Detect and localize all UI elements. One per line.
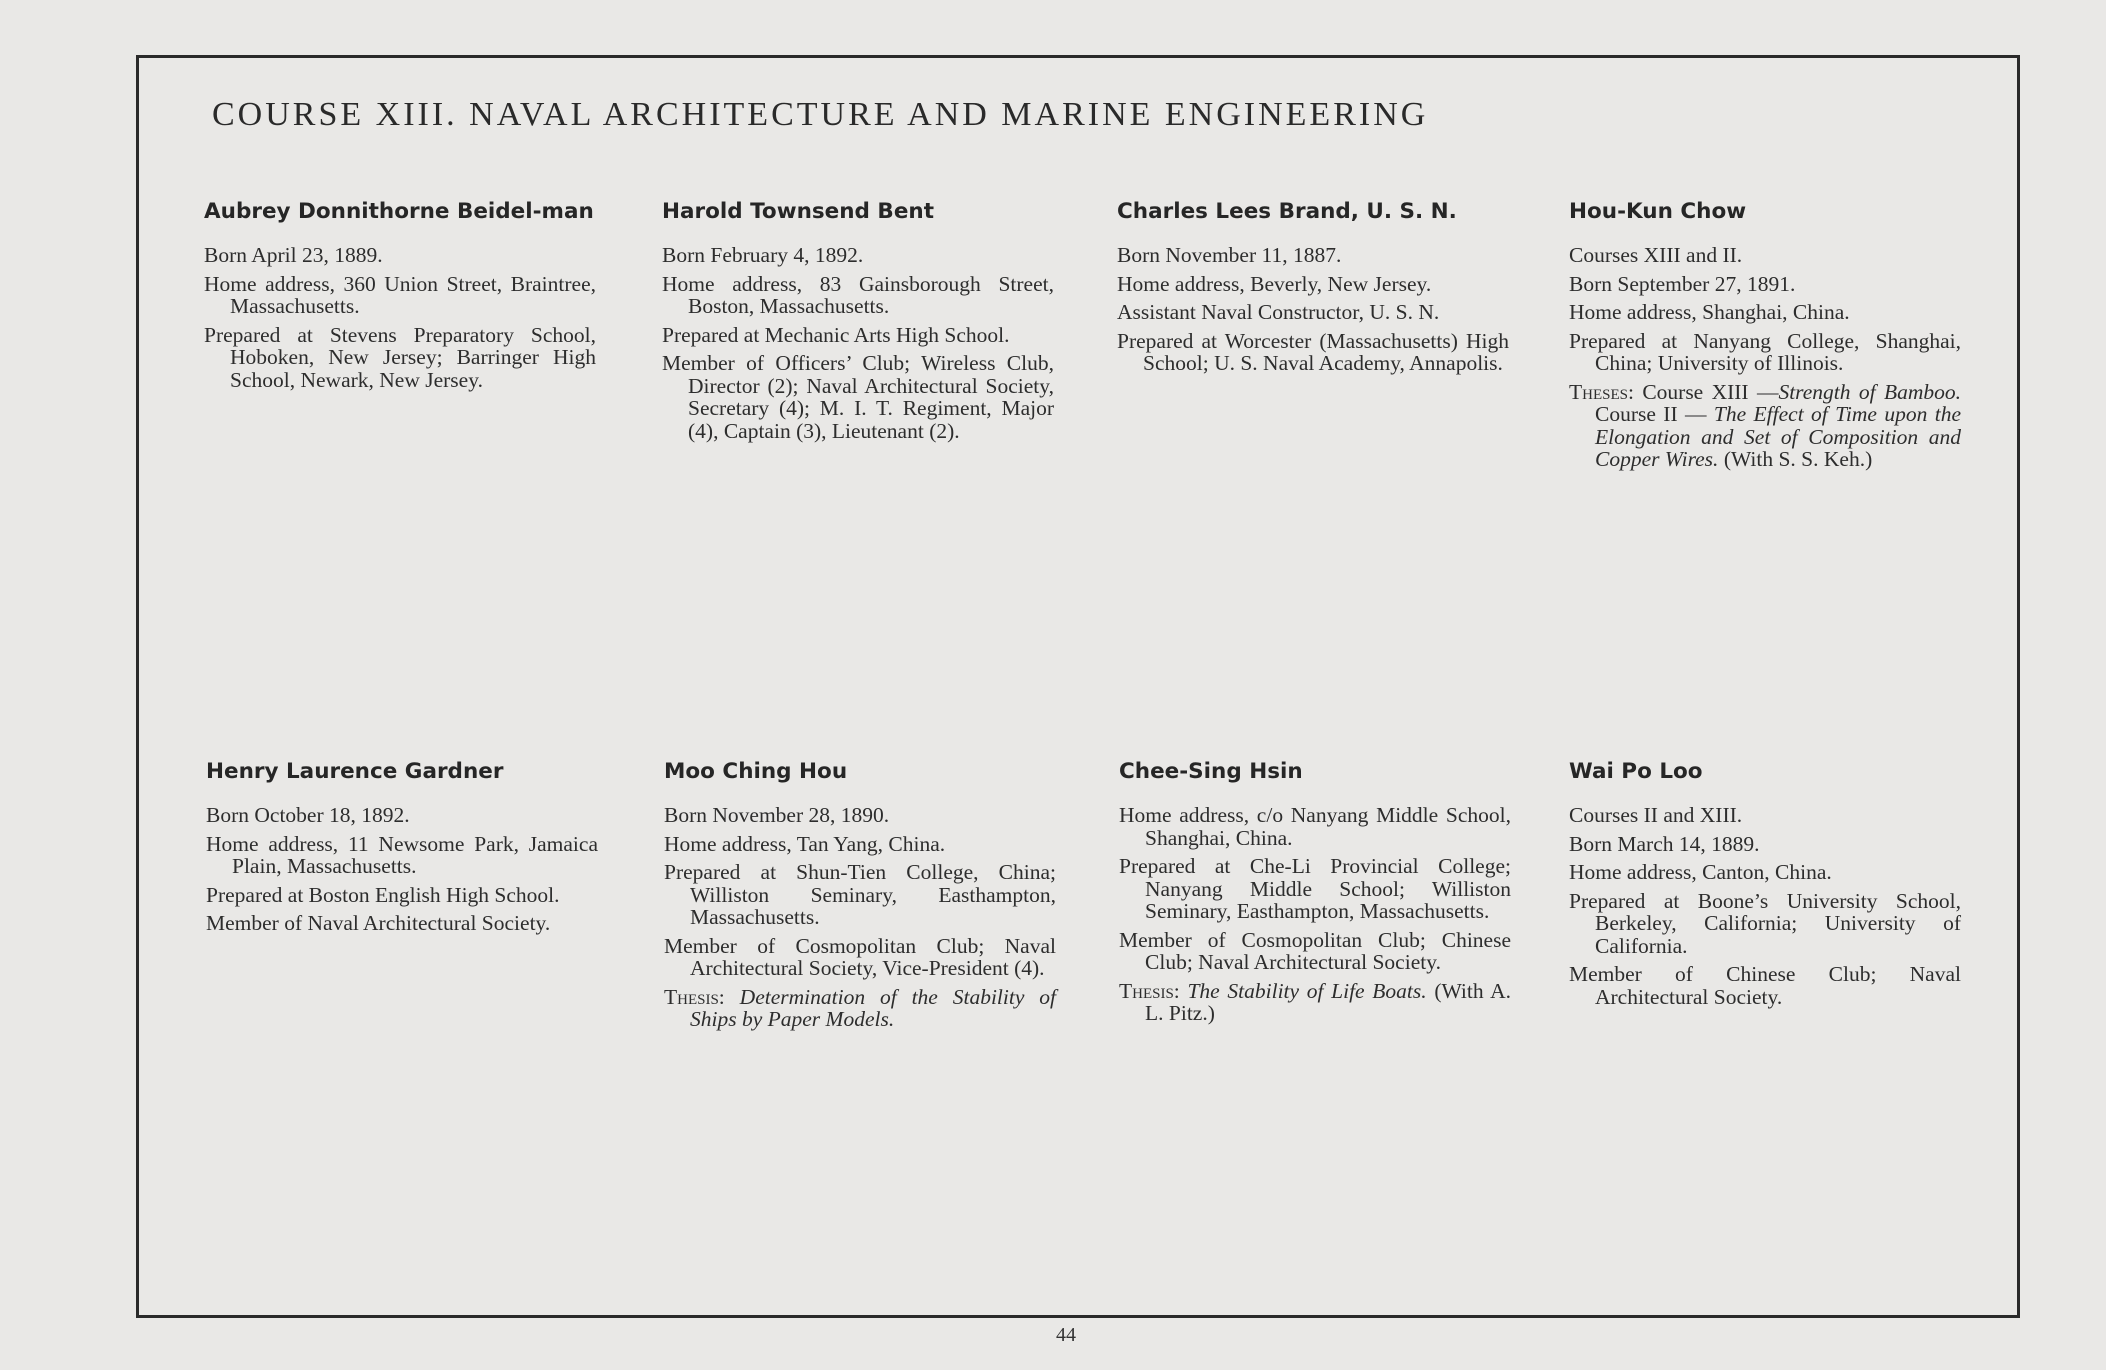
thesis-title: Determination of the Stability of Ships by Paper Models. (690, 984, 1056, 1031)
entry-line: Member of Chinese Club; Naval Architectural Society. (1569, 962, 1961, 1009)
entry-line: Born September 27, 1891. (1569, 271, 1796, 296)
entry-line: Prepared at Stevens Preparatory School, Hoboken, New Jersey; Barringer High School, Newark, New Jersey. (204, 322, 596, 392)
thesis-note: (With A. L. Pitz.) (1145, 978, 1511, 1025)
entry-line: Born October 18, 1892. (206, 803, 410, 827)
entry-chow (1569, 200, 1961, 477)
entry-line: Born November 11, 1887. (1117, 243, 1342, 267)
student-name: Chee-Sing Hsin (1119, 759, 1303, 784)
entry-bent (662, 200, 1054, 448)
entry-line: Assistant Naval Constructor, U. S. N. (1117, 300, 1440, 324)
entry-line: Home address, 11 Newsome Park, Jamaica Plain, Massachusetts. (206, 831, 598, 878)
entry-line: Home address, Beverly, New Jersey. (1117, 271, 1432, 296)
entry-line: Prepared at Boston English High School. (206, 882, 560, 907)
thesis-label: Thesis: (1119, 978, 1180, 1003)
student-name: Charles Lees Brand, U. S. N. (1117, 199, 1457, 224)
student-name: Aubrey Donnithorne Beidel-man (204, 199, 594, 224)
entry-line: Home address, Canton, China. (1569, 860, 1832, 884)
entry-loo (1569, 760, 1961, 1014)
entry-line: Member of Naval Architectural Society. (206, 911, 551, 935)
entry-line: Home address, 83 Gainsborough Street, Boston, Massachusetts. (662, 271, 1054, 318)
course-title: COURSE XIII. NAVAL ARCHITECTURE AND MARINE ENGINEERING (212, 96, 1429, 133)
entry-line: Born November 28, 1890. (664, 803, 890, 827)
entry-line: Prepared at Worcester (Massachusetts) High School; U. S. Naval Academy, Annapolis. (1117, 328, 1509, 375)
student-name: Harold Townsend Bent (662, 199, 934, 224)
theses-course-2: Course II — (1595, 402, 1707, 426)
theses-label: Theses: (1569, 379, 1634, 404)
entry-line: Home address, Tan Yang, China. (664, 831, 946, 856)
student-name: Wai Po Loo (1569, 759, 1703, 784)
theses-line (1569, 381, 1961, 471)
entry-line: Member of Cosmopolitan Club; Chinese Club; Naval Architectural Society. (1119, 927, 1511, 974)
entry-line: Born February 4, 1892. (662, 243, 864, 267)
theses-note: (With S. S. Keh.) (1723, 447, 1873, 471)
entry-line: Member of Cosmopolitan Club; Naval Architectural Society, Vice-President (4). (664, 933, 1056, 980)
entry-line: Born April 23, 1889. (204, 243, 383, 267)
theses-title-1: Strength of Bamboo. (1778, 379, 1961, 404)
theses-course-1: Course XIII — (1642, 379, 1779, 404)
entry-line: Home address, 360 Union Street, Braintree, Massachusetts. (204, 271, 596, 318)
entry-line: Prepared at Che-Li Provincial College; Nanyang Middle School; Williston Seminary, Easthampton, Massachusetts. (1119, 854, 1511, 923)
thesis-title: The Stability of Life Boats. (1187, 978, 1427, 1003)
thesis-line (1119, 980, 1511, 1025)
entry-gardner (206, 760, 598, 941)
entry-brand (1117, 200, 1509, 381)
page-number: 44 (1056, 1324, 1076, 1346)
student-name: Hou-Kun Chow (1569, 199, 1747, 224)
entry-line: Prepared at Shun-Tien College, China; Williston Seminary, Easthampton, Massachusetts. (664, 860, 1056, 929)
entry-line: Prepared at Mechanic Arts High School. (662, 322, 1010, 347)
entry-line: Courses XIII and II. (1569, 243, 1743, 267)
entry-hou (664, 760, 1056, 1037)
student-name: Moo Ching Hou (664, 759, 848, 784)
entry-beidelman (204, 200, 596, 397)
thesis-line (664, 986, 1056, 1031)
entry-line: Prepared at Boone’s University School, Berkeley, California; University of California. (1569, 888, 1961, 958)
thesis-label: Thesis: (664, 984, 725, 1009)
entry-hsin (1119, 760, 1511, 1031)
entry-line: Home address, Shanghai, China. (1569, 300, 1850, 324)
theses-title-2: The Effect of Time upon the Elongation and Set of Composition and Copper Wires. (1595, 402, 1961, 471)
entry-line: Born March 14, 1889. (1569, 831, 1760, 856)
entry-line: Member of Officers’ Club; Wireless Club, Director (2); Naval Architectural Society, Secretary (4); M. I. T. Regiment, Major (4), Captain (3), Lieutenant (2). (662, 351, 1054, 443)
student-name: Henry Laurence Gardner (206, 759, 504, 784)
entry-line: Home address, c/o Nanyang Middle School, Shanghai, China. (1119, 803, 1511, 850)
entry-line: Prepared at Nanyang College, Shanghai, China; University of Illinois. (1569, 328, 1961, 375)
entry-line: Courses II and XIII. (1569, 803, 1743, 827)
